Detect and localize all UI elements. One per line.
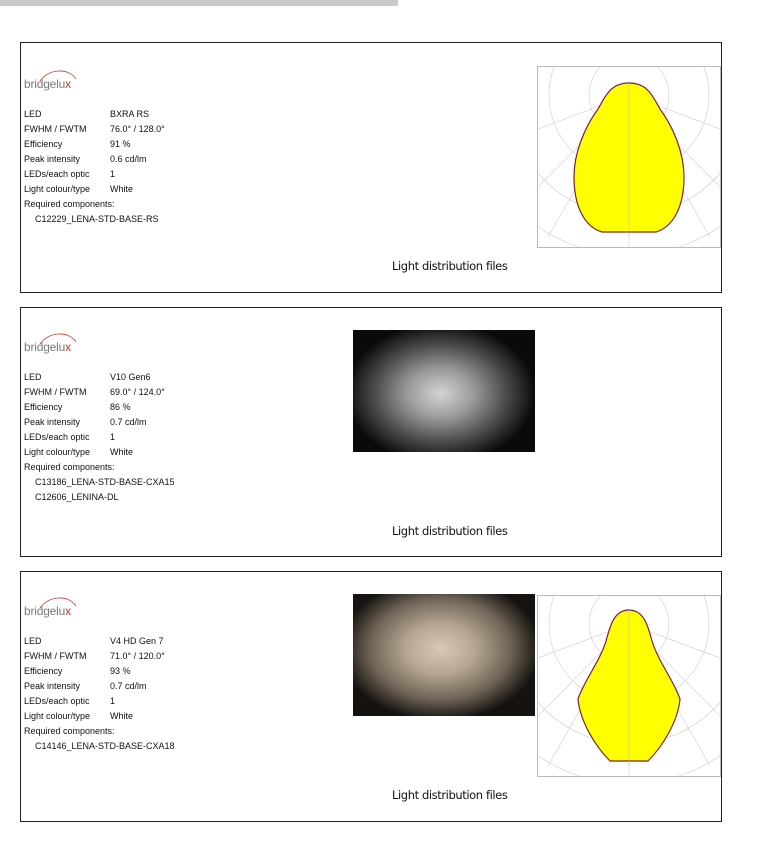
bridgelux-logo: bridgelux (24, 596, 84, 618)
polar-diagram-svg (538, 67, 720, 247)
spec-row-peak: Peak intensity 0.6 cd/lm (24, 152, 165, 167)
spec-row-colour: Light colour/type White (24, 182, 165, 197)
peak-value: 0.7 cd/lm (110, 681, 147, 691)
spec-row-efficiency: Efficiency 91 % (24, 137, 165, 152)
spec-row-leds: LEDs/each optic 1 (24, 430, 175, 445)
component-item: C13186_LENA-STD-BASE-CXA15 (35, 477, 175, 487)
peak-value: 0.7 cd/lm (110, 417, 147, 427)
light-distribution-link[interactable]: Light distribution files (392, 259, 508, 273)
colour-value: White (110, 184, 134, 194)
spec-row-efficiency: Efficiency 86 % (24, 400, 175, 415)
leds-value: 1 (110, 169, 116, 179)
polar-diagram (537, 595, 721, 777)
spec-table (24, 634, 175, 754)
light-distribution-link[interactable]: Light distribution files (392, 788, 508, 802)
bridgelux-logo: bridgelux (24, 332, 84, 354)
colour-value: White (110, 447, 134, 457)
spec-row-efficiency: Efficiency 93 % (24, 664, 175, 679)
spec-table (24, 370, 175, 505)
spec-row-led: LED V10 Gen6 (24, 370, 175, 385)
beam-pattern-image (353, 594, 535, 716)
polar-diagram (537, 66, 721, 248)
spec-row-led: LED V4 HD Gen 7 (24, 634, 175, 649)
efficiency-value: 93 % (110, 666, 131, 676)
spec-row-fwhm: FWHM / FWTM 69.0° / 124.0° (24, 385, 175, 400)
efficiency-value: 91 % (110, 139, 131, 149)
fwhm-value: 76.0° / 128.0° (110, 124, 165, 134)
efficiency-value: 86 % (110, 402, 131, 412)
peak-value: 0.6 cd/lm (110, 154, 147, 164)
spec-row-peak: Peak intensity 0.7 cd/lm (24, 415, 175, 430)
leds-value: 1 (110, 432, 116, 442)
led-value: V4 HD Gen 7 (110, 636, 164, 646)
component-item: C12229_LENA-STD-BASE-RS (35, 214, 159, 224)
product-card-2 (20, 307, 722, 557)
beam-pattern-image (353, 330, 535, 452)
fwhm-value: 71.0° / 120.0° (110, 651, 165, 661)
led-value: V10 Gen6 (110, 372, 151, 382)
spec-row-colour: Light colour/type White (24, 445, 175, 460)
colour-value: White (110, 711, 134, 721)
spec-row-leds: LEDs/each optic 1 (24, 167, 165, 182)
led-value: BXRA RS (110, 109, 150, 119)
component-item: C14146_LENA-STD-BASE-CXA18 (35, 741, 175, 751)
polar-diagram-svg (538, 596, 720, 776)
top-gray-bar (0, 0, 398, 6)
product-card-1 (20, 42, 722, 293)
spec-row-led: LED BXRA RS (24, 107, 165, 122)
spec-row-fwhm: FWHM / FWTM 71.0° / 120.0° (24, 649, 175, 664)
spec-row-colour: Light colour/type White (24, 709, 175, 724)
light-distribution-link[interactable]: Light distribution files (392, 524, 508, 538)
leds-value: 1 (110, 696, 116, 706)
bridgelux-logo: bridgelux (24, 69, 84, 91)
required-components-label: Required components: (24, 462, 115, 472)
required-components-label: Required components: (24, 199, 115, 209)
spec-table (24, 107, 165, 227)
spec-row-fwhm: FWHM / FWTM 76.0° / 128.0° (24, 122, 165, 137)
required-components-label: Required components: (24, 726, 115, 736)
spec-row-peak: Peak intensity 0.7 cd/lm (24, 679, 175, 694)
fwhm-value: 69.0° / 124.0° (110, 387, 165, 397)
product-card-3 (20, 571, 722, 822)
component-item: C12606_LENINA-DL (35, 492, 119, 502)
spec-row-leds: LEDs/each optic 1 (24, 694, 175, 709)
